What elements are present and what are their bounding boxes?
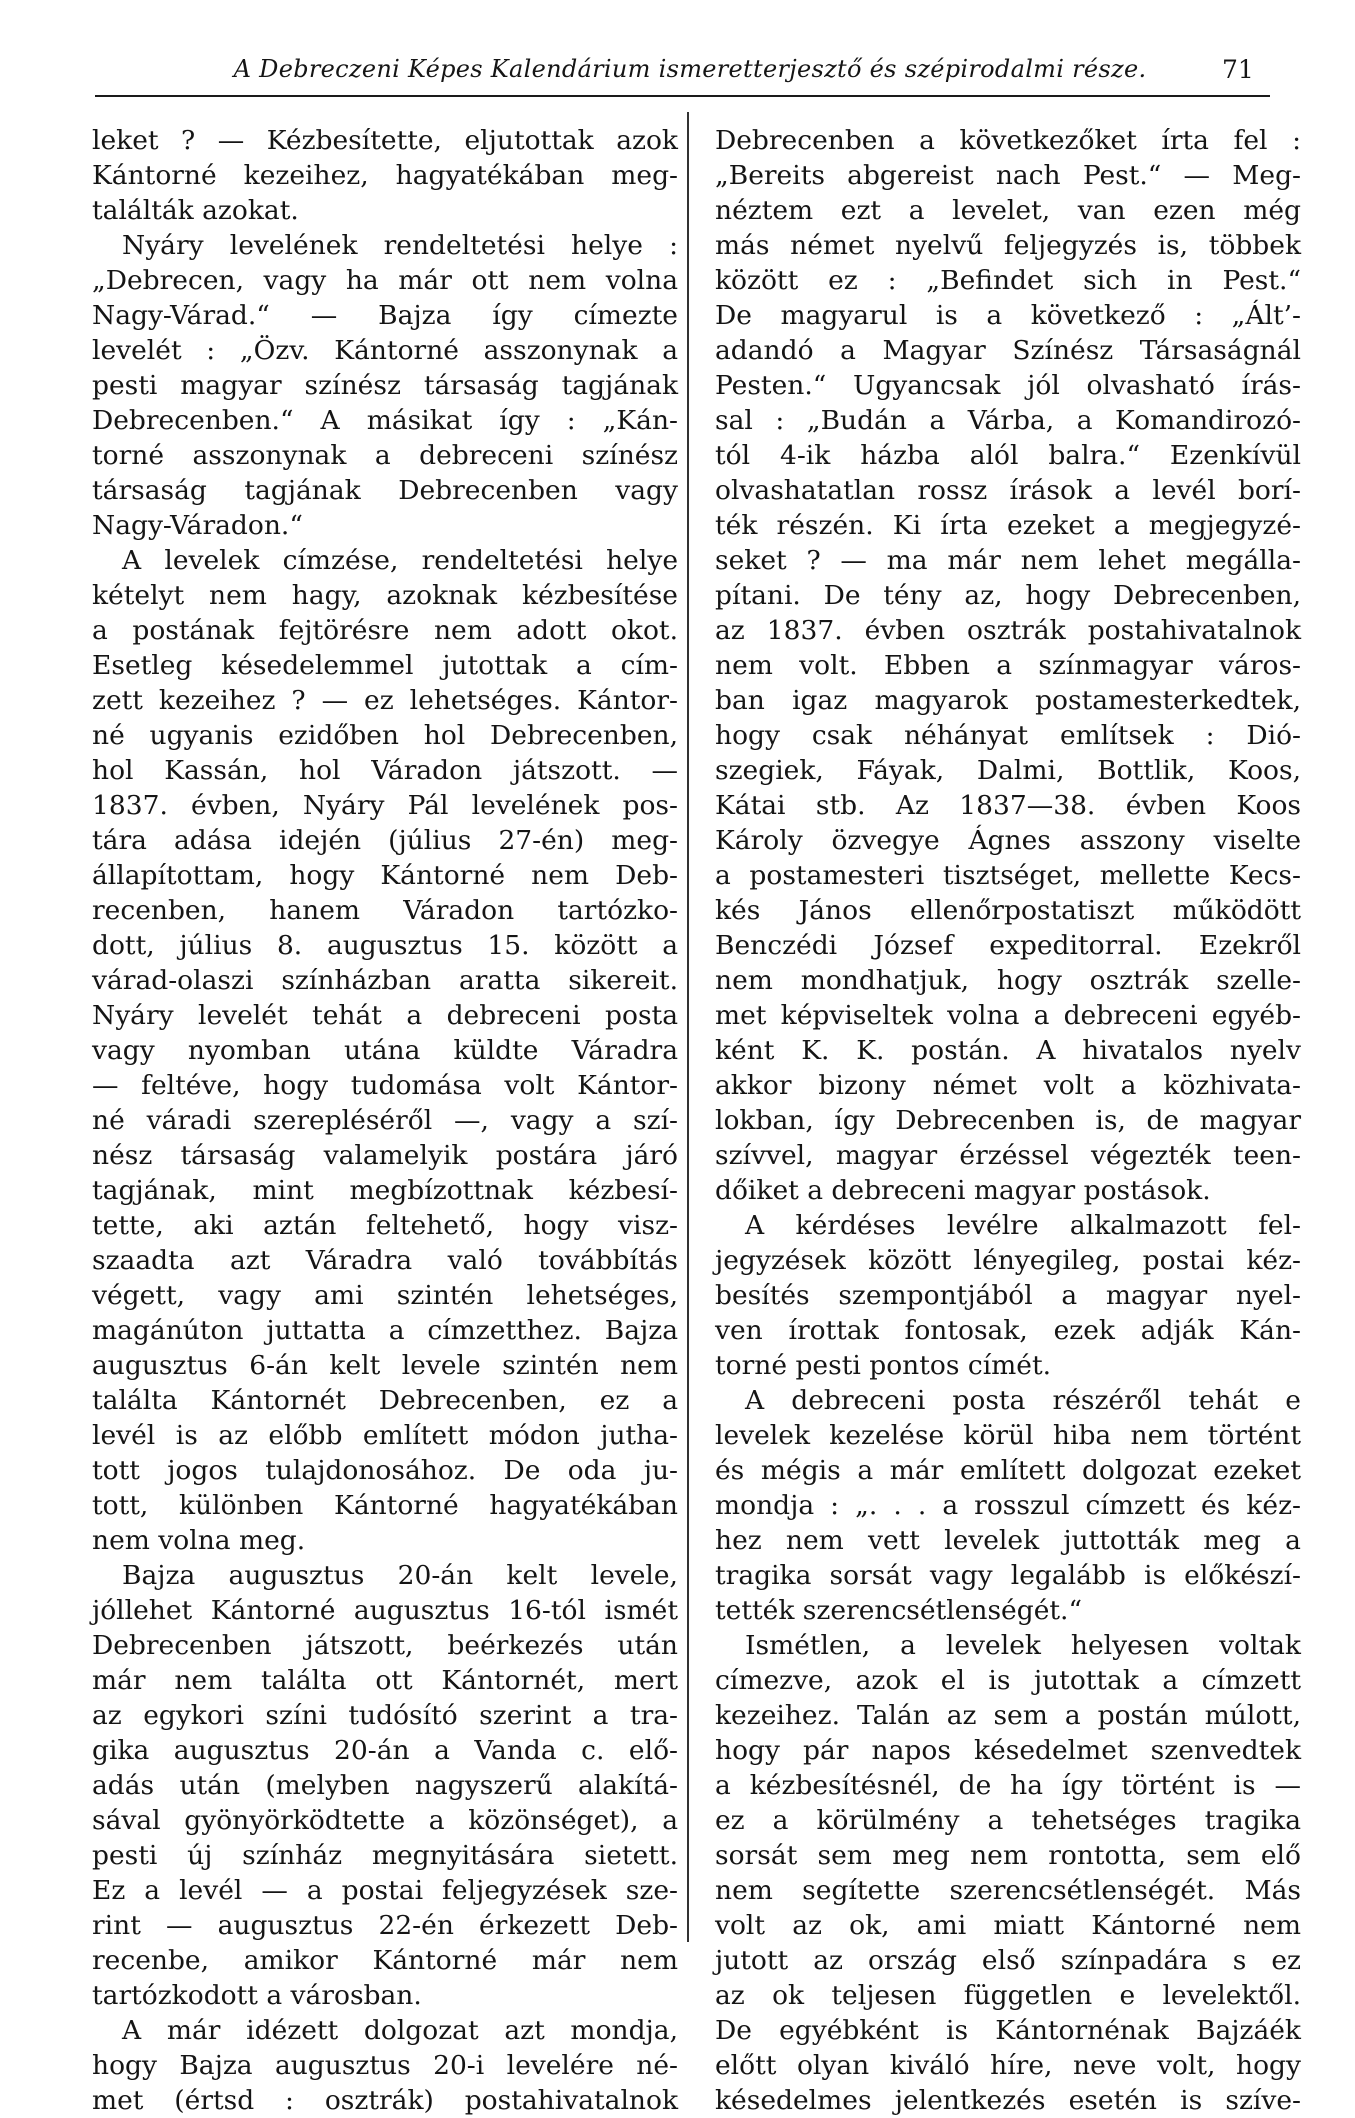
text-line: pesti magyar színész társaság tagjának <box>92 370 678 401</box>
text-line: adás után (melyben nagyszerű alakítá- <box>92 1770 678 1801</box>
text-line: dott, július 8. augusztus 15. között a <box>92 930 678 961</box>
text-line: pítani. De tény az, hogy Debrecenben, <box>715 580 1301 611</box>
text-line: tott jogos tulajdonosához. De oda ju- <box>92 1455 678 1486</box>
text-line: ként K. K. postán. A hivatalos nyelv <box>715 1035 1301 1066</box>
text-line: volt az ok, ami miatt Kántorné nem <box>715 1910 1301 1941</box>
text-line: tagjának, mint megbízottnak kézbesí- <box>92 1175 678 1206</box>
text-line: sal : „Budán a Várba, a Komandirozó- <box>715 405 1301 436</box>
text-line: „Debrecen, vagy ha már ott nem volna <box>92 265 678 296</box>
text-line: Nyáry levelét tehát a debreceni posta <box>92 1000 678 1031</box>
text-line: A már idézett dolgozat azt mondja, <box>122 2015 678 2046</box>
text-line: között ez : „Befindet sich in Pest.“ <box>715 265 1301 296</box>
text-line: levél is az előbb említett módon jutha- <box>92 1420 678 1451</box>
text-line: dőiket a debreceni magyar postások. <box>715 1175 1211 1206</box>
text-line: tartózkodott a városban. <box>92 1980 422 2011</box>
text-line: lokban, így Debrecenben is, de magyar <box>715 1105 1301 1136</box>
text-line: késedelmes jelentkezés esetén is szíve- <box>715 2085 1301 2116</box>
text-line: állapítottam, hogy Kántorné nem Deb- <box>92 860 678 891</box>
text-line: ték részén. Ki írta ezeket a megjegyzé- <box>715 510 1301 541</box>
text-line: — feltéve, hogy tudomása volt Kántor- <box>92 1070 678 1101</box>
text-line: Károly özvegye Ágnes asszony viselte <box>715 825 1301 856</box>
text-line: recenben, hanem Váradon tartózko- <box>92 895 678 926</box>
text-line: végett, vagy ami szintén lehetséges, <box>92 1280 678 1311</box>
text-line: adandó a Magyar Színész Társaságnál <box>715 335 1301 366</box>
text-line: né ugyanis ezidőben hol Debrecenben, <box>92 720 678 751</box>
text-line: gika augusztus 20-án a Vanda c. elő- <box>92 1735 678 1766</box>
text-line: nem segítette szerencsétlenségét. Más <box>715 1875 1301 1906</box>
text-line: tott, különben Kántorné hagyatékában <box>92 1490 678 1521</box>
text-line: A kérdéses levélre alkalmazott fel- <box>745 1210 1301 1241</box>
text-line: De magyarul is a következő : „Ált’- <box>715 300 1301 331</box>
text-line: levelek kezelése körül hiba nem történt <box>715 1420 1301 1451</box>
text-line: címezve, azok el is jutottak a címzett <box>715 1665 1301 1696</box>
text-line: met képviseltek volna a debreceni egyéb- <box>715 1000 1301 1031</box>
text-line: Pesten.“ Ugyancsak jól olvasható írás- <box>715 370 1301 401</box>
text-line: hogy pár napos késedelmet szenvedtek <box>715 1735 1301 1766</box>
text-line: találták azokat. <box>92 195 299 226</box>
text-line: magánúton juttatta a címzetthez. Bajza <box>92 1315 678 1346</box>
right-column <box>715 123 1301 2118</box>
text-line: és mégis a már említett dolgozat ezeket <box>715 1455 1301 1486</box>
text-line: pesti új színház megnyitására sietett. <box>92 1840 678 1871</box>
text-line: Debrecenben a következőket írta fel : <box>715 125 1301 156</box>
text-line: szívvel, magyar érzéssel végezték teen- <box>715 1140 1301 1171</box>
text-line: né váradi szerepléséről —, vagy a szí- <box>92 1105 678 1136</box>
text-line: előtt olyan kiváló híre, neve volt, hogy <box>715 2050 1301 2081</box>
text-line: már nem találta ott Kántornét, mert <box>92 1665 678 1696</box>
running-head-title: A Debreczeni Képes Kalendárium ismeretterjesztő és szépirodalmi része. <box>233 55 1147 83</box>
text-line: Nagy-Várad.“ — Bajza így címezte <box>92 300 678 331</box>
text-line: kés János ellenőrpostatiszt működött <box>715 895 1301 926</box>
text-line: hol Kassán, hol Váradon játszott. — <box>92 755 678 786</box>
text-line: ez a körülmény a tehetséges tragika <box>715 1805 1301 1836</box>
text-line: rint — augusztus 22-én érkezett Deb- <box>92 1910 678 1941</box>
text-line: sával gyönyörködtette a közönséget), a <box>92 1805 678 1836</box>
text-line: Bajza augusztus 20-án kelt levele, <box>122 1560 678 1591</box>
text-line: ban igaz magyarok postamesterkedtek, <box>715 685 1301 716</box>
text-line: akkor bizony német volt a közhivata- <box>715 1070 1301 1101</box>
text-line: torné pesti pontos címét. <box>715 1350 1052 1381</box>
text-line: Ismétlen, a levelek helyesen voltak <box>745 1630 1301 1661</box>
text-line: recenbe, amikor Kántorné már nem <box>92 1945 678 1976</box>
text-line: A debreceni posta részéről tehát e <box>745 1385 1301 1416</box>
text-line: jegyzések között lényegileg, postai kéz- <box>715 1245 1301 1276</box>
text-line: Debrecenben játszott, beérkezés után <box>92 1630 678 1661</box>
text-line: augusztus 6-án kelt levele szintén nem <box>92 1350 678 1381</box>
text-line: Benczédi József expeditorral. Ezekről <box>715 930 1301 961</box>
left-column <box>92 123 678 2118</box>
text-line: Ez a levél — a postai feljegyzések sze- <box>92 1875 678 1906</box>
header-rule <box>95 95 1270 97</box>
text-line: Esetleg késedelemmel jutottak a cím- <box>92 650 678 681</box>
text-line: olvashatatlan rossz írások a levél borí- <box>715 475 1301 506</box>
text-line: Debrecenben.“ A másikat így : „Kán- <box>92 405 678 436</box>
text-line: kezeihez. Talán az sem a postán múlott, <box>715 1700 1301 1731</box>
text-line: az ok teljesen független e levelektől. <box>715 1980 1301 2011</box>
text-line: nem volna meg. <box>92 1525 306 1556</box>
text-line: torné asszonynak a debreceni színész <box>92 440 678 471</box>
text-line: hogy csak néhányat említsek : Dió- <box>715 720 1301 751</box>
text-line: levelét : „Özv. Kántorné asszonynak a <box>92 335 678 366</box>
text-line: „Bereits abgereist nach Pest.“ — Meg- <box>715 160 1301 191</box>
text-line: vagy nyomban utána küldte Váradra <box>92 1035 678 1066</box>
text-line: mondja : „. . . a rosszul címzett és kéz- <box>715 1490 1301 1521</box>
text-line: met (értsd : osztrák) postahivatalnok <box>92 2085 678 2116</box>
text-line: kételyt nem hagy, azoknak kézbesítése <box>92 580 678 611</box>
text-line: tól 4-ik házba alól balra.“ Ezenkívül <box>715 440 1301 471</box>
text-line: Kántorné kezeihez, hagyatékában meg- <box>92 160 678 191</box>
text-line: sorsát sem meg nem rontotta, sem elő <box>715 1840 1301 1871</box>
text-line: hogy Bajza augusztus 20-i levelére né- <box>92 2050 678 2081</box>
text-line: tette, aki aztán feltehető, hogy visz- <box>92 1210 678 1241</box>
text-line: seket ? — ma már nem lehet megálla- <box>715 545 1301 576</box>
text-line: nész társaság valamelyik postára járó <box>92 1140 678 1171</box>
text-line: várad-olaszi színházban aratta sikereit. <box>92 965 678 996</box>
text-line: szegiek, Fáyak, Dalmi, Bottlik, Koos, <box>715 755 1301 786</box>
text-line: besítés szempontjából a magyar nyel- <box>715 1280 1301 1311</box>
text-line: a postának fejtörésre nem adott okot. <box>92 615 678 646</box>
text-line: hez nem vett levelek juttották meg a <box>715 1525 1301 1556</box>
column-divider <box>687 112 689 1942</box>
text-line: tették szerencsétlenségét.“ <box>715 1595 1083 1626</box>
text-line: 1837. évben, Nyáry Pál levelének pos- <box>92 790 678 821</box>
text-line: leket ? — Kézbesítette, eljutottak azok <box>92 125 678 156</box>
text-line: az egykori színi tudósító szerint a tra- <box>92 1700 678 1731</box>
text-line: jutott az ország első színpadára s ez <box>715 1945 1301 1976</box>
text-line: néztem ezt a levelet, van ezen még <box>715 195 1301 226</box>
text-line: zett kezeihez ? — ez lehetséges. Kántor- <box>92 685 678 716</box>
text-line: nem volt. Ebben a színmagyar város- <box>715 650 1301 681</box>
text-line: szaadta azt Váradra való továbbítás <box>92 1245 678 1276</box>
text-line: ven írottak fontosak, ezek adják Kán- <box>715 1315 1301 1346</box>
text-line: De egyébként is Kántornénak Bajzáék <box>715 2015 1301 2046</box>
text-line: más német nyelvű feljegyzés is, többek <box>715 230 1301 261</box>
text-line: tragika sorsát vagy legalább is előkészí- <box>715 1560 1301 1591</box>
text-line: társaság tagjának Debrecenben vagy <box>92 475 678 506</box>
text-line: az 1837. évben osztrák postahivatalnok <box>715 615 1301 646</box>
page-number: 71 <box>1222 55 1254 84</box>
text-line: Nagy-Váradon.“ <box>92 510 303 541</box>
text-line: a postamesteri tisztséget, mellette Kecs- <box>715 860 1301 891</box>
text-line: Nyáry levelének rendeltetési helye : <box>122 230 678 261</box>
text-line: jóllehet Kántorné augusztus 16-tól ismét <box>92 1595 678 1626</box>
text-line: A levelek címzése, rendeltetési helye <box>122 545 678 576</box>
text-line: tára adása idején (július 27-én) meg- <box>92 825 678 856</box>
text-line: Kátai stb. Az 1837—38. évben Koos <box>715 790 1301 821</box>
text-line: találta Kántornét Debrecenben, ez a <box>92 1385 678 1416</box>
running-head <box>0 55 1355 95</box>
text-line: nem mondhatjuk, hogy osztrák szelle- <box>715 965 1301 996</box>
text-line: a kézbesítésnél, de ha így történt is — <box>715 1770 1301 1801</box>
